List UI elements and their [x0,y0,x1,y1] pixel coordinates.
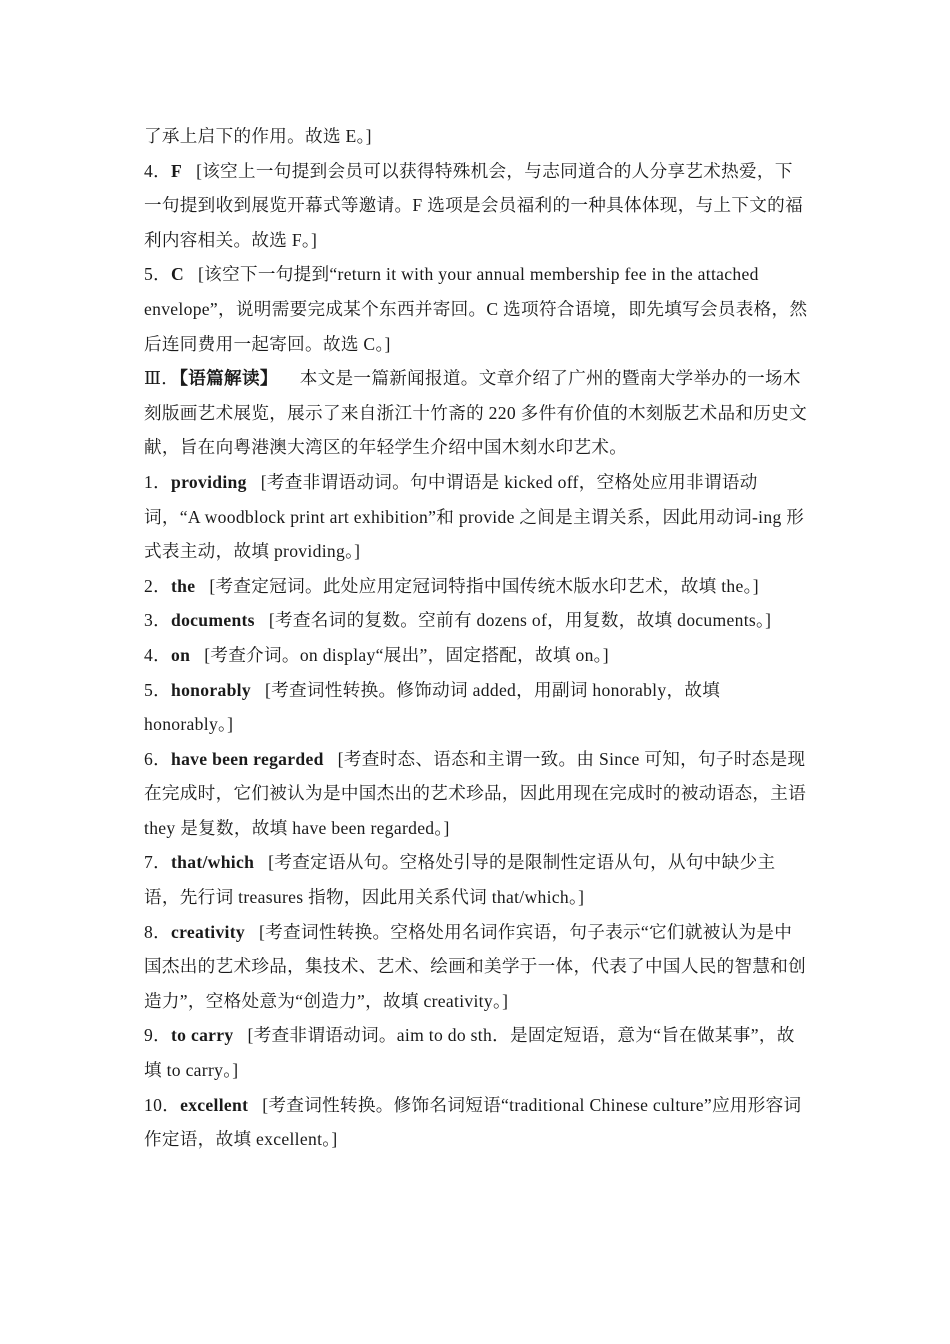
item-number: 3． [144,610,171,631]
answer-item [144,915,808,1019]
answer-key: on [171,644,191,665]
answer-item [144,1088,808,1157]
answer-key: to carry [171,1025,234,1046]
item-number: 4． [144,160,171,181]
item-number: 7． [144,852,171,873]
answer-key: documents [171,610,255,631]
explanation-text: [考查非谓语动词。aim to do sth．是固定短语，意为“旨在做某事”，故填 to carry。] [144,1025,795,1081]
analysis-text: 本文是一篇新闻报道。文章介绍了广州的暨南大学举办的一场木刻版画艺术展览，展示了来自浙江十竹斋的 220 多件有价值的木刻版艺术品和历史文献，旨在向粤港澳大湾区的年轻学生介绍中国木刻水印艺术。 [144,368,807,458]
answer-item [144,1018,808,1087]
answer-item [144,154,808,258]
explanation-text: [该空下一句提到“return it with your annual membership fee in the attached envelope”，说明需要完成某个东西并寄回。C 选项符合语境，即先填写会员表格，然后连同费用一起寄回。故选 C。] [144,264,808,354]
explanation-text: [考查词性转换。修饰名词短语“traditional Chinese culture”应用形容词作定语，故填 excellent。] [144,1094,802,1150]
explanation-text: [考查名词的复数。空前有 dozens of，用复数，故填 documents。] [268,610,772,631]
paragraph-continuation [144,119,808,154]
answer-key: creativity [171,921,245,942]
item-number: 1． [144,471,171,492]
item-number: 10． [144,1094,181,1115]
answer-key: C [171,264,185,285]
answer-item [144,569,808,604]
answer-item [144,742,808,846]
explanation-text: [考查词性转换。修饰动词 added，用副词 honorably，故填 honorably。] [144,679,721,735]
item-number: 2． [144,575,171,596]
item-number: 6． [144,748,171,769]
item-number: 5． [144,264,171,285]
passage-analysis [144,361,808,465]
answer-key: that/which [171,852,255,873]
answer-key: honorably [171,679,251,700]
answer-key: F [171,160,183,181]
explanation-text: [考查定语从句。空格处引导的是限制性定语从句，从句中缺少主语，先行词 treasures 指物，因此用关系代词 that/which。] [144,852,776,908]
answer-key: providing [171,471,247,492]
answer-item [144,638,808,673]
section-title: 【语篇解读】 [179,368,278,389]
item-number: 5． [144,679,171,700]
answer-explanations [144,119,808,1157]
explanation-text: [考查词性转换。空格处用名词作宾语，句子表示“它们就被认为是中国杰出的艺术珍品，集技术、艺术、绘画和美学于一体，代表了中国人民的智慧和创造力”，空格处意为“创造力”，故填 creativity。] [144,921,807,1011]
answer-item [144,673,808,742]
explanation-text: [考查介词。on display“展出”，固定搭配，故填 on。] [204,644,609,665]
answer-item [144,845,808,914]
explanation-text: 了承上启下的作用。故选 E。] [144,126,372,146]
explanation-text: [该空上一句提到会员可以获得特殊机会，与志同道合的人分享艺术热爱，下一句提到收到展览开幕式等邀请。F 选项是会员福利的一种具体体现，与上下文的福利内容相关。故选 F。] [144,160,803,250]
explanation-text: [考查时态、语态和主谓一致。由 Since 可知，句子时态是现在完成时，它们被认为是中国杰出的艺术珍品，因此用现在完成时的被动语态，主语 they 是复数，故填 have been regarded。] [144,748,807,838]
item-number: 9． [144,1025,171,1046]
answer-key: excellent [180,1094,249,1115]
answer-key: have been regarded [171,748,324,769]
explanation-text: [考查定冠词。此处应用定冠词特指中国传统木版水印艺术，故填 the。] [209,575,759,596]
answer-item [144,257,808,361]
section-number: Ⅲ． [144,368,180,389]
answer-item [144,603,808,638]
item-number: 8． [144,921,171,942]
item-number: 4． [144,644,171,665]
answer-key: the [171,575,196,596]
explanation-text: [考查非谓语动词。句中谓语是 kicked off，空格处应用非谓语动词，“A woodblock print art exhibition”和 provide 之间是主谓关系，因此用动词-ing 形式表主动，故填 providing。] [144,471,805,562]
answer-item [144,465,808,569]
